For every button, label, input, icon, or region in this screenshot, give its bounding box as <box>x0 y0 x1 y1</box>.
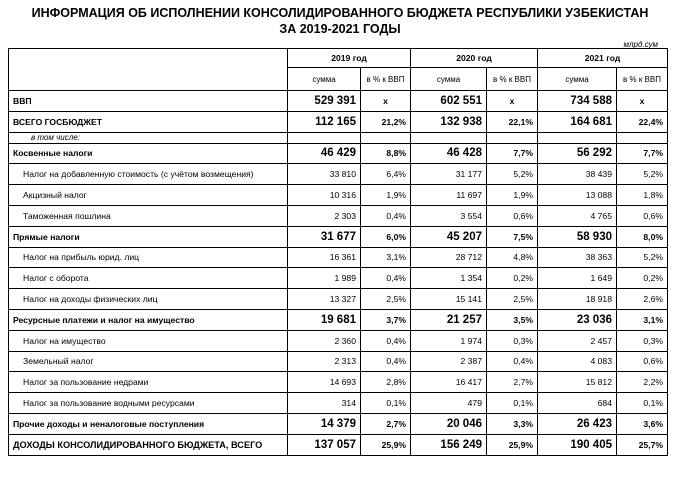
year-header-2019: 2019 год <box>288 49 411 68</box>
sum-cell: 11 697 <box>411 185 487 206</box>
col-pct-header: в % к ВВП <box>617 68 668 91</box>
table-row <box>9 351 668 372</box>
row-label: Таможенная пошлина <box>9 205 288 226</box>
table-row <box>9 111 668 132</box>
pct-gdp-cell: 0,6% <box>617 351 668 372</box>
sum-cell: 15 141 <box>411 289 487 310</box>
header-blank-cell <box>9 49 288 91</box>
pct-gdp-cell: 0,4% <box>361 205 411 226</box>
pct-gdp-cell: 0,1% <box>487 393 538 414</box>
table-row <box>9 268 668 289</box>
sum-cell: 2 303 <box>288 205 361 226</box>
pct-gdp-cell: 22,4% <box>617 111 668 132</box>
pct-gdp-cell: 7,5% <box>487 226 538 247</box>
sum-cell: 28 712 <box>411 247 487 268</box>
sum-cell: 2 387 <box>411 351 487 372</box>
col-pct-header: в % к ВВП <box>361 68 411 91</box>
sum-cell: 4 083 <box>538 351 617 372</box>
table-row <box>9 247 668 268</box>
year-header-2020: 2020 год <box>411 49 538 68</box>
pct-gdp-cell: 3,1% <box>617 309 668 330</box>
pct-gdp-cell: 1,8% <box>617 185 668 206</box>
table-row <box>9 132 668 143</box>
sum-cell: 602 551 <box>411 91 487 112</box>
row-label: Налог на прибыль юрид. лиц <box>9 247 288 268</box>
row-label: Налог за пользование водными ресурсами <box>9 393 288 414</box>
sum-cell: 31 177 <box>411 164 487 185</box>
title-line-2: ЗА 2019-2021 ГОДЫ <box>279 22 401 36</box>
table-row <box>9 164 668 185</box>
table-row <box>9 143 668 164</box>
pct-gdp-cell <box>617 132 668 143</box>
pct-gdp-cell: 2,6% <box>617 289 668 310</box>
row-label: ВВП <box>9 91 288 112</box>
pct-gdp-cell: 2,5% <box>487 289 538 310</box>
sum-cell: 190 405 <box>538 434 617 455</box>
sum-cell: 1 354 <box>411 268 487 289</box>
pct-gdp-cell: 5,2% <box>487 164 538 185</box>
sum-cell: 112 165 <box>288 111 361 132</box>
sum-cell: 734 588 <box>538 91 617 112</box>
pct-gdp-cell: 0,4% <box>361 268 411 289</box>
pct-gdp-cell: x <box>487 91 538 112</box>
sum-cell: 46 429 <box>288 143 361 164</box>
pct-gdp-cell: 1,9% <box>487 185 538 206</box>
sum-cell: 14 693 <box>288 372 361 393</box>
row-label: Налог на добавленную стоимость (с учётом возмещения) <box>9 164 288 185</box>
sum-cell: 20 046 <box>411 413 487 434</box>
pct-gdp-cell: 2,7% <box>487 372 538 393</box>
row-label: Прочие доходы и неналоговые поступления <box>9 413 288 434</box>
sum-cell: 38 439 <box>538 164 617 185</box>
sum-cell: 23 036 <box>538 309 617 330</box>
row-label: Косвенные налоги <box>9 143 288 164</box>
pct-gdp-cell: 2,2% <box>617 372 668 393</box>
pct-gdp-cell: 3,5% <box>487 309 538 330</box>
pct-gdp-cell: 25,9% <box>487 434 538 455</box>
pct-gdp-cell: 6,4% <box>361 164 411 185</box>
pct-gdp-cell: 3,1% <box>361 247 411 268</box>
pct-gdp-cell: 5,2% <box>617 247 668 268</box>
sum-cell: 38 363 <box>538 247 617 268</box>
sum-cell: 2 457 <box>538 330 617 351</box>
table-row <box>9 434 668 455</box>
sum-cell: 137 057 <box>288 434 361 455</box>
sum-cell: 10 316 <box>288 185 361 206</box>
sum-cell: 529 391 <box>288 91 361 112</box>
sum-cell: 15 812 <box>538 372 617 393</box>
pct-gdp-cell: 7,7% <box>487 143 538 164</box>
sum-cell: 2 313 <box>288 351 361 372</box>
pct-gdp-cell: 3,3% <box>487 413 538 434</box>
sum-cell: 19 681 <box>288 309 361 330</box>
sum-cell: 1 974 <box>411 330 487 351</box>
table-row <box>9 372 668 393</box>
sum-cell: 2 360 <box>288 330 361 351</box>
unit-label: млрд.сум <box>623 40 658 49</box>
pct-gdp-cell: x <box>617 91 668 112</box>
pct-gdp-cell: 22,1% <box>487 111 538 132</box>
pct-gdp-cell: 4,8% <box>487 247 538 268</box>
sum-cell: 33 810 <box>288 164 361 185</box>
pct-gdp-cell: 2,5% <box>361 289 411 310</box>
pct-gdp-cell: 8,8% <box>361 143 411 164</box>
col-pct-header: в % к ВВП <box>487 68 538 91</box>
sum-cell: 156 249 <box>411 434 487 455</box>
row-label: Акцизный налог <box>9 185 288 206</box>
row-label: в том числе: <box>9 132 288 143</box>
table-row <box>9 185 668 206</box>
pct-gdp-cell: x <box>361 91 411 112</box>
table-row <box>9 330 668 351</box>
pct-gdp-cell <box>361 132 411 143</box>
pct-gdp-cell: 3,6% <box>617 413 668 434</box>
pct-gdp-cell: 0,6% <box>617 205 668 226</box>
sum-cell: 58 930 <box>538 226 617 247</box>
row-label: Земельный налог <box>9 351 288 372</box>
sum-cell: 13 088 <box>538 185 617 206</box>
table-row <box>9 205 668 226</box>
col-sum-header: сумма <box>411 68 487 91</box>
pct-gdp-cell: 0,4% <box>487 351 538 372</box>
pct-gdp-cell: 21,2% <box>361 111 411 132</box>
sum-cell <box>411 132 487 143</box>
table-row <box>9 289 668 310</box>
pct-gdp-cell: 0,4% <box>361 351 411 372</box>
pct-gdp-cell: 8,0% <box>617 226 668 247</box>
row-label: Ресурсные платежи и налог на имущество <box>9 309 288 330</box>
pct-gdp-cell: 5,2% <box>617 164 668 185</box>
pct-gdp-cell: 0,2% <box>487 268 538 289</box>
pct-gdp-cell: 3,7% <box>361 309 411 330</box>
sum-cell: 18 918 <box>538 289 617 310</box>
pct-gdp-cell: 2,8% <box>361 372 411 393</box>
table-row <box>9 413 668 434</box>
sum-cell: 16 361 <box>288 247 361 268</box>
pct-gdp-cell: 0,2% <box>617 268 668 289</box>
pct-gdp-cell: 0,3% <box>617 330 668 351</box>
row-label: ДОХОДЫ КОНСОЛИДИРОВАННОГО БЮДЖЕТА, ВСЕГО <box>9 434 288 455</box>
row-label: Налог с оборота <box>9 268 288 289</box>
sum-cell: 45 207 <box>411 226 487 247</box>
row-label: ВСЕГО ГОСБЮДЖЕТ <box>9 111 288 132</box>
table-row <box>9 393 668 414</box>
budget-table <box>8 48 668 456</box>
year-header-row <box>9 49 668 68</box>
pct-gdp-cell: 0,4% <box>361 330 411 351</box>
pct-gdp-cell: 0,1% <box>361 393 411 414</box>
table-row <box>9 309 668 330</box>
sum-cell: 684 <box>538 393 617 414</box>
pct-gdp-cell: 1,9% <box>361 185 411 206</box>
pct-gdp-cell: 7,7% <box>617 143 668 164</box>
sum-cell: 16 417 <box>411 372 487 393</box>
sum-cell: 3 554 <box>411 205 487 226</box>
report-title <box>0 0 680 37</box>
sum-cell: 4 765 <box>538 205 617 226</box>
pct-gdp-cell: 25,9% <box>361 434 411 455</box>
sum-cell: 314 <box>288 393 361 414</box>
col-sum-header: сумма <box>288 68 361 91</box>
year-header-2021: 2021 год <box>538 49 668 68</box>
pct-gdp-cell: 0,3% <box>487 330 538 351</box>
pct-gdp-cell <box>487 132 538 143</box>
sum-cell <box>538 132 617 143</box>
sum-cell: 21 257 <box>411 309 487 330</box>
pct-gdp-cell: 0,6% <box>487 205 538 226</box>
sum-cell: 46 428 <box>411 143 487 164</box>
pct-gdp-cell: 25,7% <box>617 434 668 455</box>
table-row <box>9 226 668 247</box>
row-label: Прямые налоги <box>9 226 288 247</box>
sum-cell: 31 677 <box>288 226 361 247</box>
sum-cell: 132 938 <box>411 111 487 132</box>
sum-cell: 1 649 <box>538 268 617 289</box>
pct-gdp-cell: 6,0% <box>361 226 411 247</box>
sum-cell <box>288 132 361 143</box>
sum-cell: 26 423 <box>538 413 617 434</box>
row-label: Налог за пользование недрами <box>9 372 288 393</box>
sum-cell: 479 <box>411 393 487 414</box>
col-sum-header: сумма <box>538 68 617 91</box>
row-label: Налог на имущество <box>9 330 288 351</box>
table-row <box>9 91 668 112</box>
sum-cell: 56 292 <box>538 143 617 164</box>
row-label: Налог на доходы физических лиц <box>9 289 288 310</box>
sum-cell: 1 989 <box>288 268 361 289</box>
title-line-1: ИНФОРМАЦИЯ ОБ ИСПОЛНЕНИИ КОНСОЛИДИРОВАННОГО БЮДЖЕТА РЕСПУБЛИКИ УЗБЕКИСТАН <box>31 6 649 20</box>
pct-gdp-cell: 2,7% <box>361 413 411 434</box>
pct-gdp-cell: 0,1% <box>617 393 668 414</box>
sum-cell: 164 681 <box>538 111 617 132</box>
sum-cell: 14 379 <box>288 413 361 434</box>
sum-cell: 13 327 <box>288 289 361 310</box>
